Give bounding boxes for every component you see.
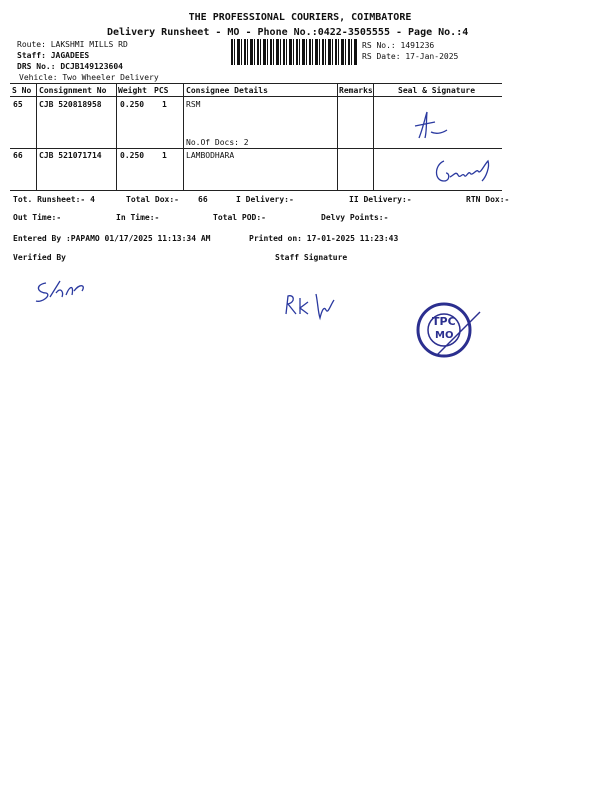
row-sno: 66	[13, 151, 23, 160]
total-pod: Total POD:-	[213, 213, 266, 222]
runsheet-title: Delivery Runsheet - MO - Phone No.:0422-3505555 - Page No.:4	[107, 27, 469, 38]
out-time: Out Time:-	[13, 213, 62, 222]
second-delivery: II Delivery:-	[349, 195, 412, 204]
total-dox-label: Total Dox:-	[126, 195, 179, 204]
receiver-signature-2	[432, 155, 502, 189]
entered-by: Entered By :PAPAMO 01/17/2025 11:13:34 AM	[13, 234, 211, 243]
in-time: In Time:-	[116, 213, 160, 222]
drs-number: DRS No.: DCJB149123604	[17, 62, 123, 71]
company-title: THE PROFESSIONAL COURIERS, COIMBATORE	[188, 12, 412, 23]
staff-signature-label: Staff Signature	[275, 253, 348, 262]
col-divider	[373, 83, 374, 190]
rs-number: RS No.: 1491236	[362, 41, 435, 50]
header-remarks: Remarks	[339, 86, 373, 95]
row-consignee: LAMBODHARA	[186, 151, 235, 160]
verified-by-label: Verified By	[13, 253, 66, 262]
stamp-top-text: TPC	[432, 315, 456, 328]
col-divider	[337, 83, 338, 190]
vehicle-text: Vehicle: Two Wheeler Delivery	[19, 73, 159, 82]
row-consignment: CJB 520818958	[39, 100, 102, 109]
header-seal-signature: Seal & Signature	[398, 86, 476, 95]
header-weight: Weight	[118, 86, 147, 95]
verifier-signature	[30, 277, 90, 305]
company-stamp	[414, 300, 484, 370]
table-bottom-border	[10, 190, 502, 191]
row-consignee: RSM	[186, 100, 201, 109]
header-consignment: Consignment No	[39, 86, 107, 95]
row-doc-count: No.Of Docs: 2	[186, 138, 249, 147]
staff-signature	[280, 288, 342, 322]
total-dox-value: 66	[198, 195, 208, 204]
staff-text: Staff: JAGADEES	[17, 51, 90, 60]
col-divider	[36, 83, 37, 190]
total-runsheet: Tot. Runsheet:- 4	[13, 195, 95, 204]
rs-date: RS Date: 17-Jan-2025	[362, 52, 459, 61]
row-pcs: 1	[162, 151, 167, 160]
printed-on: Printed on: 17-01-2025 11:23:43	[249, 234, 399, 243]
row-consignment: CJB 521071714	[39, 151, 102, 160]
table-header-border	[10, 96, 502, 97]
rtn-dox: RTN Dox:-	[466, 195, 510, 204]
route-text: Route: LAKSHMI MILLS RD	[17, 40, 128, 49]
header-consignee: Consignee Details	[186, 86, 268, 95]
row-weight: 0.250	[120, 151, 145, 160]
row-sno: 65	[13, 100, 23, 109]
receiver-signature-1	[405, 108, 455, 144]
stamp-bottom-text: MO	[435, 330, 454, 341]
delvy-points: Delvy Points:-	[321, 213, 389, 222]
header-sno: S No	[12, 86, 32, 95]
table-top-border	[10, 83, 502, 84]
first-delivery: I Delivery:-	[236, 195, 294, 204]
row-weight: 0.250	[120, 100, 145, 109]
row-pcs: 1	[162, 100, 167, 109]
col-divider	[116, 83, 117, 190]
table-row-divider	[10, 148, 502, 149]
col-divider	[183, 83, 184, 190]
barcode	[231, 39, 357, 65]
header-pcs: PCS	[154, 86, 169, 95]
